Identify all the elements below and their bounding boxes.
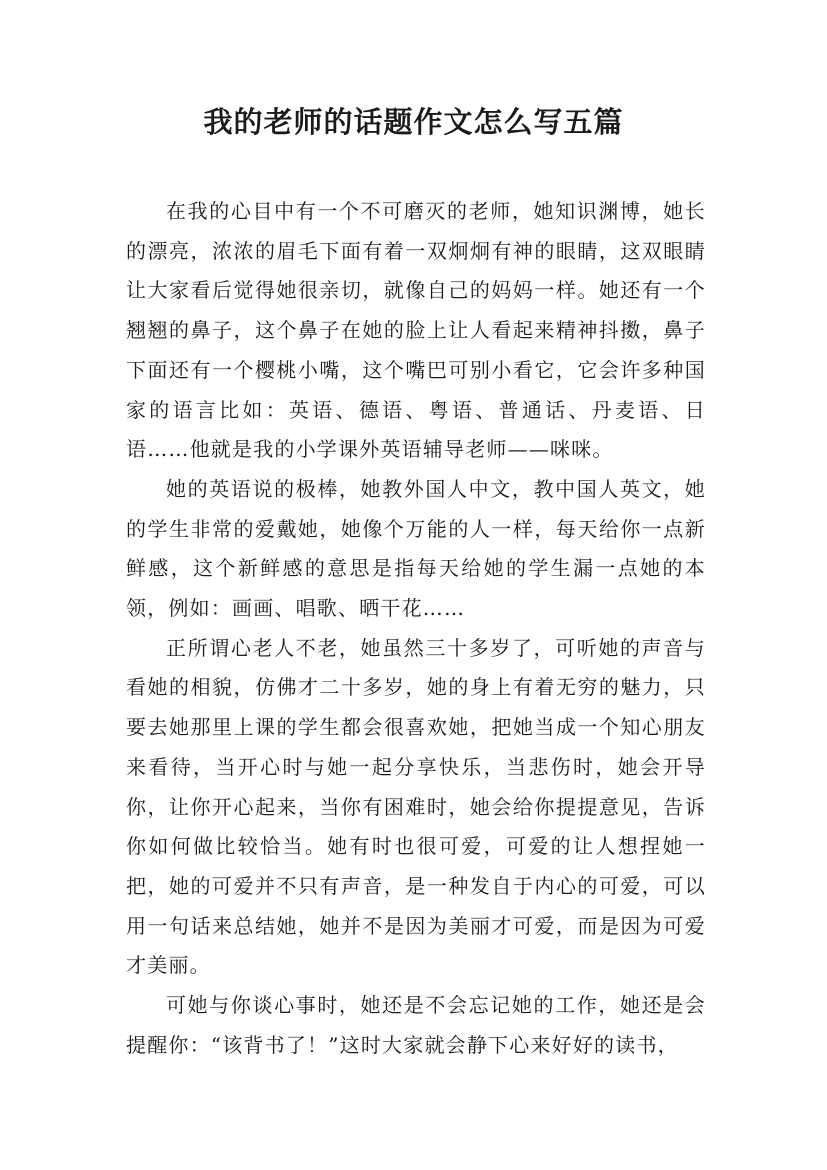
paragraph-1: 在我的心目中有一个不可磨灭的老师，她知识渊博，她长的漂亮，浓浓的眉毛下面有着一双炯炯有神的眼睛，这双眼睛让大家看后觉得她很亲切，就像自己的妈妈一样。她还有一个翘翘的鼻子，这个鼻子在她的脸上让人看起来精神抖擞，鼻子下面还有一个樱桃小嘴，这个嘴巴可别小看它，它会许多种国家的语言比如：英语、德语、粤语、普通话、丹麦语、日语……他就是我的小学课外英语辅导老师——咪咪。 xyxy=(126,199,706,462)
document-title: 我的老师的话题作文怎么写五篇 xyxy=(203,105,624,139)
paragraph-3: 正所谓心老人不老，她虽然三十多岁了，可听她的声音与看她的相貌，仿佛才二十多岁，她的身上有着无穷的魅力，只要去她那里上课的学生都会很喜欢她，把她当成一个知心朋友来看待，当开心时与她一起分享快乐，当悲伤时，她会开导你，让你开心起来，当你有困难时，她会给你提提意见，告诉你如何做比较恰当。她有时也很可爱，可爱的让人想捏她一把，她的可爱并不只有声音，是一种发自于内心的可爱，可以用一句话来总结她，她并不是因为美丽才可爱，而是因为可爱才美丽。 xyxy=(126,635,706,978)
paragraph-4: 可她与你谈心事时，她还是不会忘记她的工作，她还是会提醒你：“该背书了！”这时大家就会静下心来好好的读书， xyxy=(126,993,706,1057)
paragraph-2: 她的英语说的极棒，她教外国人中文，教中国人英文，她的学生非常的爱戴她，她像个万能的人一样，每天给你一点新鲜感，这个新鲜感的意思是指每天给她的学生漏一点她的本领，例如：画画、唱歌、晒干花…… xyxy=(126,476,706,621)
document-body xyxy=(126,192,706,1065)
